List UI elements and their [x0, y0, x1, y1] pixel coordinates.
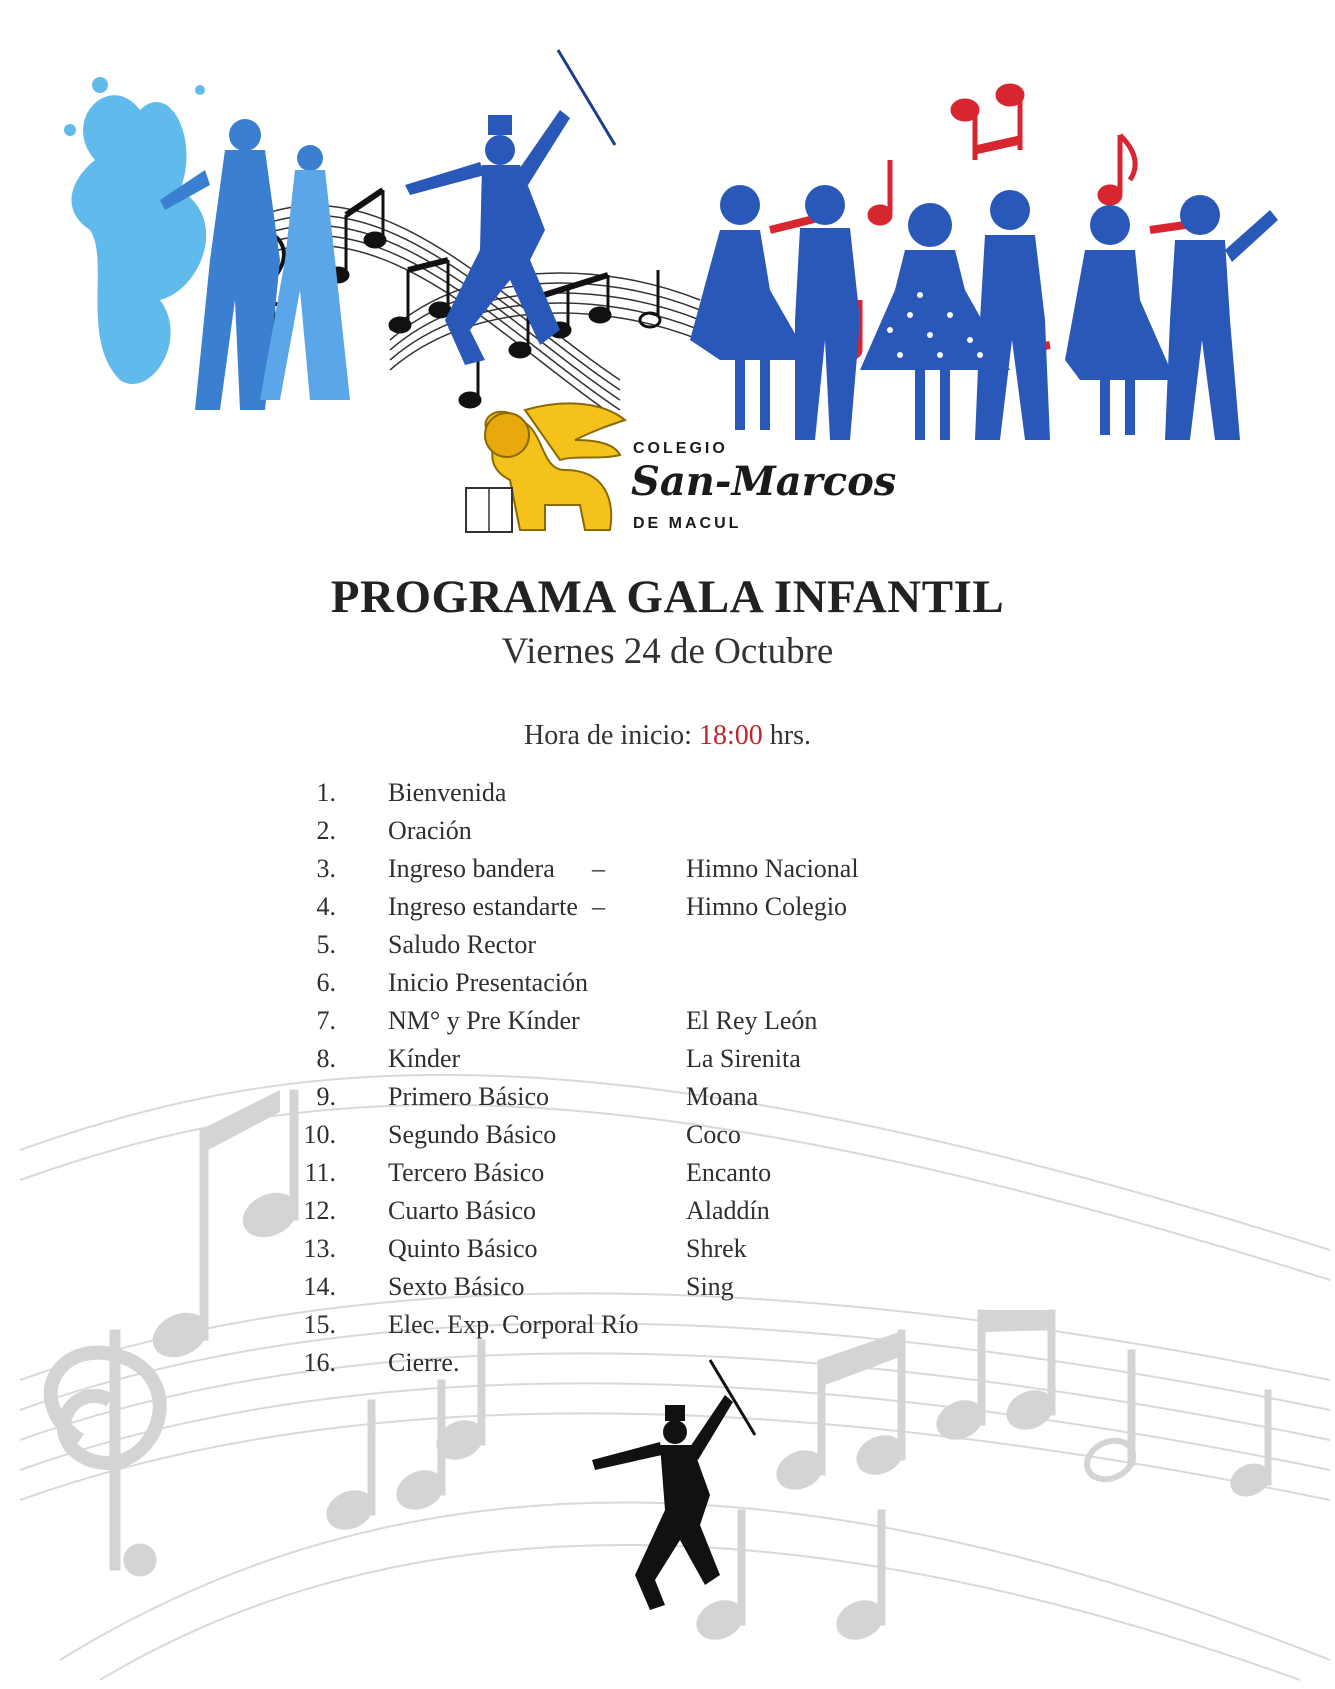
program-row — [0, 1234, 1335, 1272]
row-show: La Sirenita — [686, 1044, 801, 1073]
start-time-suffix: hrs. — [769, 720, 811, 751]
row-item: NM° y Pre Kínder — [388, 1006, 580, 1035]
row-item: Ingreso estandarte — [388, 892, 578, 921]
row-number: 6. — [316, 968, 336, 997]
program-row — [0, 1196, 1335, 1234]
row-number: 12. — [303, 1196, 336, 1225]
row-show: Himno Colegio — [686, 892, 848, 921]
row-item: Cierre. — [388, 1348, 460, 1377]
row-dash: – — [592, 854, 605, 883]
program-row — [0, 1082, 1335, 1120]
logo-line-name: San-Marcos — [631, 458, 897, 505]
row-item: Elec. Exp. Corporal Río — [388, 1310, 639, 1339]
leaping-dancer-icon — [405, 110, 570, 365]
page-title: PROGRAMA GALA INFANTIL — [330, 571, 1005, 623]
program-row — [0, 816, 1335, 854]
splash-dancers-icon — [64, 77, 206, 384]
row-item: Kínder — [388, 1044, 461, 1073]
program-row — [0, 778, 1335, 816]
row-item: Saludo Rector — [388, 930, 537, 959]
row-number: 5. — [316, 930, 336, 959]
start-time-label: Hora de inicio: — [524, 720, 692, 751]
program-row — [0, 1158, 1335, 1196]
program-row — [0, 1120, 1335, 1158]
program-row — [0, 1348, 1335, 1386]
row-show: El Rey León — [686, 1006, 818, 1035]
row-number: 11. — [304, 1158, 336, 1187]
row-number: 1. — [316, 778, 336, 807]
row-item: Ingreso bandera — [388, 854, 555, 883]
row-item: Primero Básico — [388, 1082, 550, 1111]
program-row — [0, 930, 1335, 968]
row-show: Sing — [686, 1272, 734, 1301]
row-number: 7. — [316, 1006, 336, 1035]
program-row — [0, 1272, 1335, 1310]
row-item: Segundo Básico — [388, 1120, 557, 1149]
row-show: Himno Nacional — [686, 854, 859, 883]
start-time-value: 18:00 — [698, 720, 763, 751]
row-dash: – — [592, 892, 605, 921]
row-show: Coco — [686, 1120, 741, 1149]
row-item: Inicio Presentación — [388, 968, 588, 997]
row-number: 4. — [316, 892, 336, 921]
row-show: Aladdín — [686, 1196, 770, 1225]
row-number: 10. — [303, 1120, 336, 1149]
row-number: 9. — [316, 1082, 336, 1111]
row-item: Cuarto Básico — [388, 1196, 537, 1225]
row-number: 15. — [303, 1310, 336, 1339]
program-row — [0, 968, 1335, 1006]
row-number: 2. — [316, 816, 336, 845]
program-row — [0, 1310, 1335, 1348]
row-number: 3. — [316, 854, 336, 883]
row-show: Shrek — [686, 1234, 747, 1263]
program-row — [0, 892, 1335, 930]
row-item: Bienvenida — [388, 778, 507, 807]
school-logo — [463, 410, 903, 535]
program-row — [0, 1044, 1335, 1082]
row-item: Oración — [388, 816, 472, 845]
dancing-troupe-icon — [690, 185, 1278, 440]
logo-line-colegio: COLEGIO — [633, 440, 728, 457]
start-time-line — [0, 720, 1335, 752]
event-date: Viernes 24 de Octubre — [501, 631, 834, 672]
row-show: Moana — [686, 1082, 759, 1111]
row-item: Tercero Básico — [388, 1158, 545, 1187]
row-number: 8. — [316, 1044, 336, 1073]
logo-line-macul: DE MACUL — [633, 515, 742, 532]
row-item: Quinto Básico — [388, 1234, 538, 1263]
row-number: 16. — [303, 1348, 336, 1377]
row-show: Encanto — [686, 1158, 772, 1187]
row-number: 13. — [303, 1234, 336, 1263]
program-row — [0, 1006, 1335, 1044]
row-item: Sexto Básico — [388, 1272, 525, 1301]
row-number: 14. — [303, 1272, 336, 1301]
program-row — [0, 854, 1335, 892]
